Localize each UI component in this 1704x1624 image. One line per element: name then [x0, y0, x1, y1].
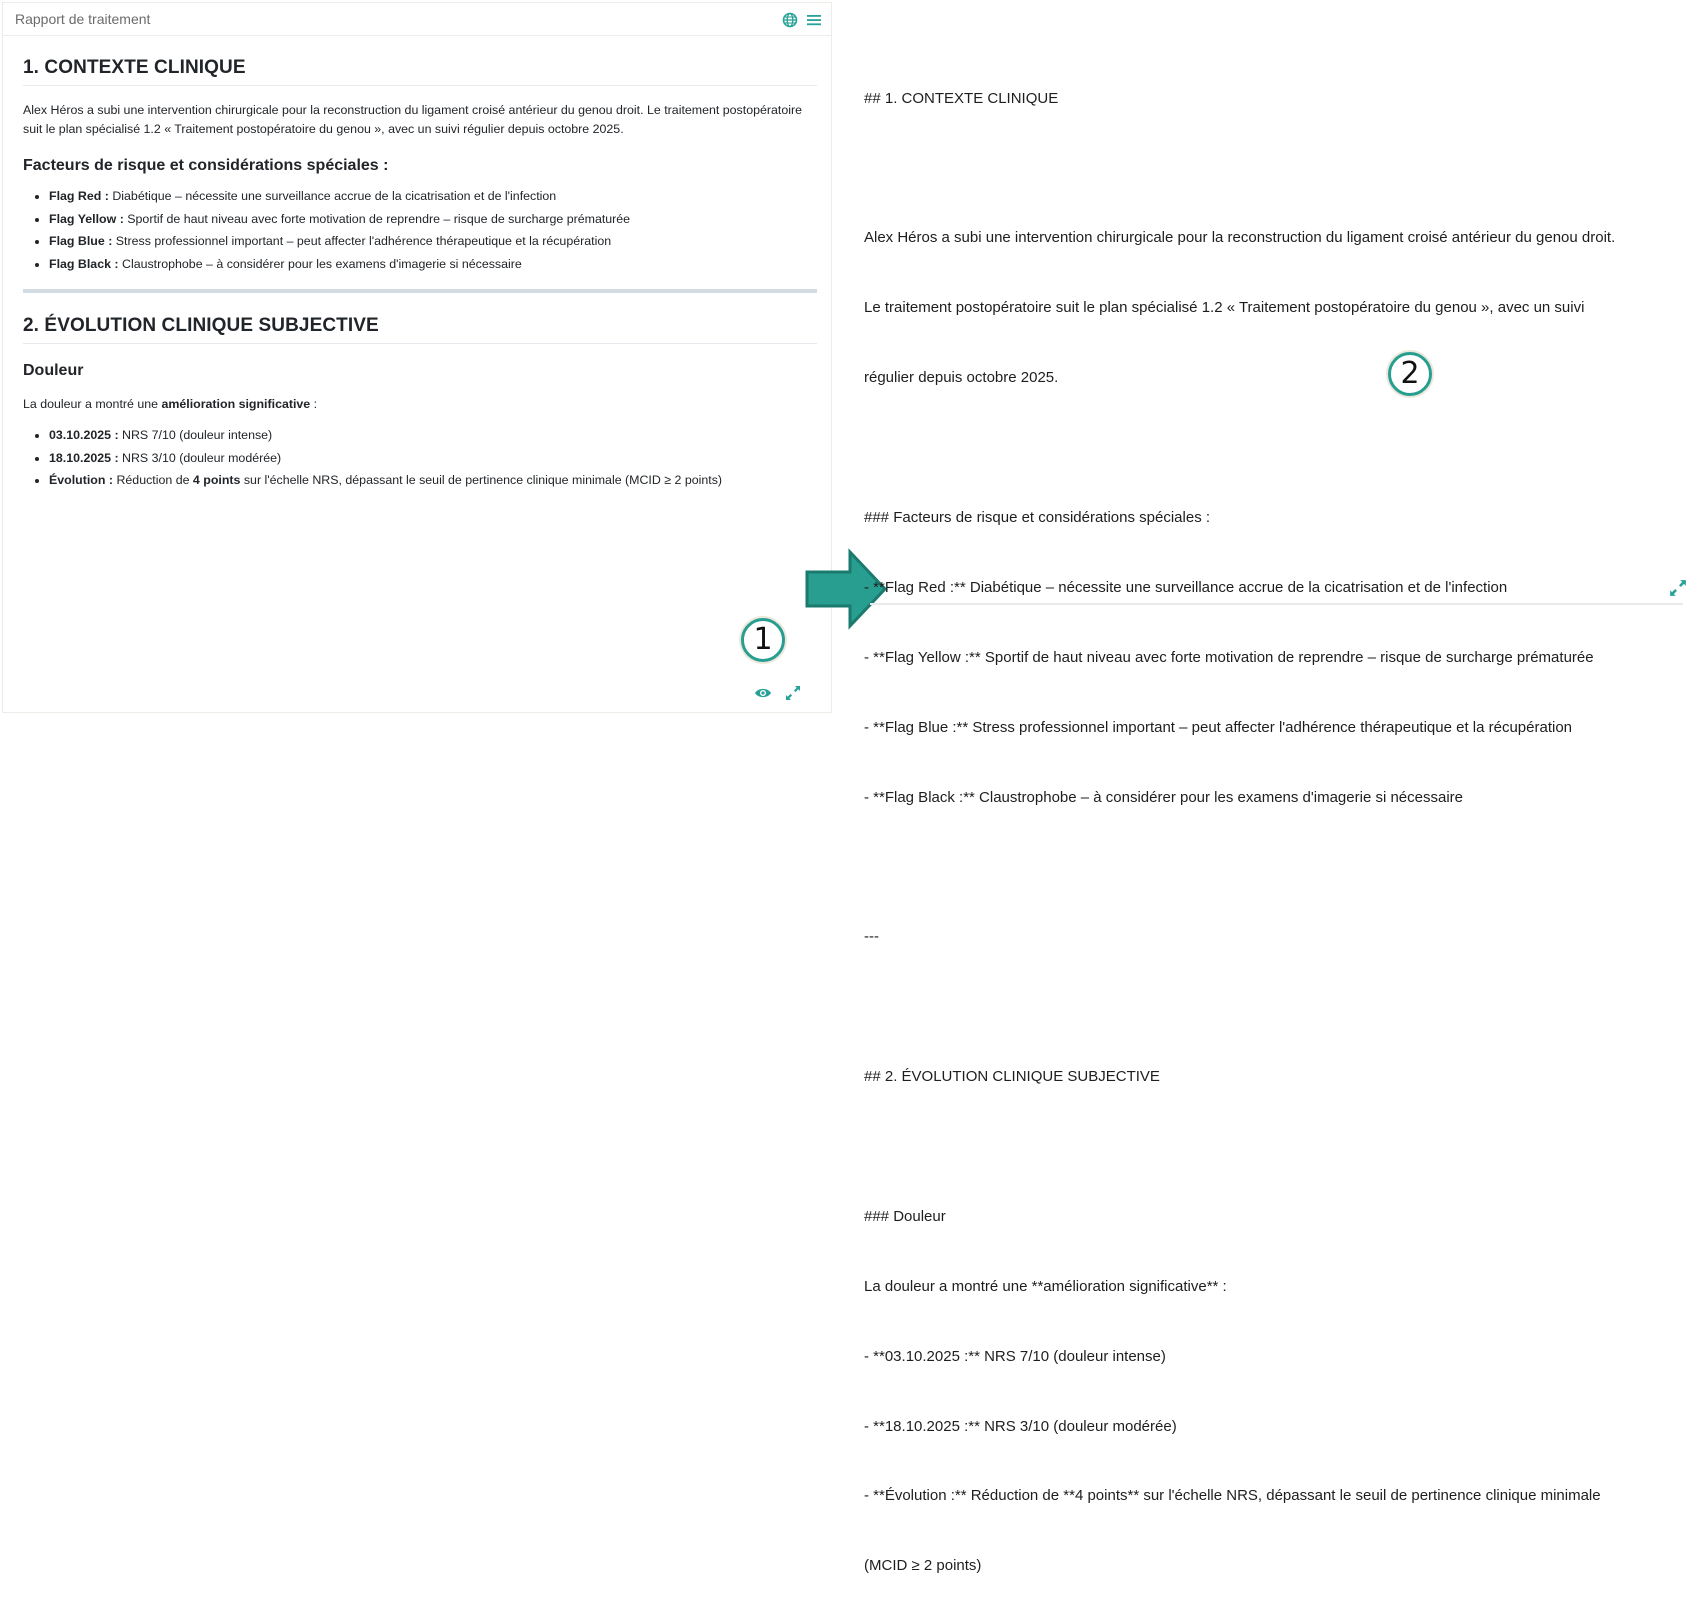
date-label: 03.10.2025 :	[49, 428, 119, 442]
flag-label: Flag Red :	[49, 189, 109, 203]
md-line: - **Évolution :** Réduction de **4 points** sur l'échelle NRS, dépassant le seuil de pertinence clinique minimale	[864, 1487, 1601, 1505]
list-item	[49, 208, 817, 231]
md-line: ---	[864, 928, 879, 946]
flag-text: Sportif de haut niveau avec forte motivation de reprendre – risque de surcharge prématurée	[123, 211, 631, 226]
md-line: ## 2. ÉVOLUTION CLINIQUE SUBJECTIVE	[864, 1068, 1160, 1086]
flag-text: Diabétique – nécessite une surveillance accrue de la cicatrisation et de l'infection	[108, 189, 557, 203]
list-item	[49, 185, 817, 208]
item-bold: 4 points	[192, 473, 241, 487]
item-text: NRS 3/10 (douleur modérée)	[118, 450, 282, 465]
rendered-report-panel	[2, 2, 832, 713]
flag-text: Stress professionnel important – peut affecter l'adhérence thérapeutique et la récupération	[112, 234, 612, 248]
md-line: - **Flag Blue :** Stress professionnel important – peut affecter l'adhérence thérapeutique et la récupération	[864, 718, 1573, 736]
risk-factors-list	[23, 185, 817, 275]
md-line: Le traitement postopératoire suit le plan spécialisé 1.2 « Traitement postopératoire du genou », avec un suivi	[864, 299, 1585, 317]
risk-factors-heading: Facteurs de risque et considérations spéciales :	[23, 157, 389, 174]
intro-text: La douleur a montré une	[23, 397, 162, 411]
list-item	[49, 469, 817, 492]
intro-bold: amélioration significative	[161, 397, 311, 411]
expand-icon[interactable]	[785, 685, 801, 706]
date-label: 18.10.2025 :	[49, 450, 119, 465]
md-line: - **18.10.2025 :** NRS 3/10 (douleur modérée)	[864, 1417, 1177, 1435]
flag-label: Flag Yellow :	[49, 211, 124, 226]
md-line: - **Flag Red :** Diabétique – nécessite une surveillance accrue de la cicatrisation et de l'infection	[864, 578, 1508, 596]
md-line: - **Flag Black :** Claustrophobe – à considérer pour les examens d'imagerie si nécessaire	[864, 788, 1463, 806]
md-line: - **03.10.2025 :** NRS 7/10 (douleur intense)	[864, 1347, 1166, 1365]
list-item	[49, 424, 817, 447]
md-line: - **Flag Yellow :** Sportif de haut niveau avec forte motivation de reprendre – risque de surcharge prématurée	[864, 648, 1594, 666]
expand-icon[interactable]	[1669, 579, 1687, 602]
md-line	[864, 995, 1684, 1018]
callout-1: 1	[741, 618, 785, 662]
markdown-source-panel[interactable]	[864, 40, 1684, 1624]
flag-text: Claustrophobe – à considérer pour les examens d'imagerie si nécessaire	[118, 256, 522, 271]
section-title-contexte: 1. CONTEXTE CLINIQUE	[23, 36, 817, 86]
md-line: ### Douleur	[864, 1207, 946, 1225]
md-line: ## 1. CONTEXTE CLINIQUE	[864, 89, 1059, 107]
item-text: sur l'échelle NRS, dépassant le seuil de pertinence clinique minimale (MCID ≥ 2 points)	[240, 473, 723, 487]
md-line: La douleur a montré une **amélioration significative** :	[864, 1277, 1227, 1295]
flag-label: Flag Black :	[49, 256, 119, 271]
list-item	[49, 253, 817, 276]
md-line: (MCID ≥ 2 points)	[864, 1557, 982, 1575]
panel-header	[3, 3, 831, 36]
markdown-editor[interactable]	[864, 40, 1684, 1624]
md-line: ### Facteurs de risque et considérations spéciales :	[864, 508, 1211, 526]
callout-2: 2	[1388, 352, 1432, 396]
list-item	[49, 230, 817, 253]
list-item	[49, 447, 817, 470]
menu-icon[interactable]	[806, 12, 822, 28]
section-evolution	[23, 293, 817, 492]
context-paragraph: Alex Héros a subi une intervention chirurgicale pour la reconstruction du ligament croisé antérieur du genou droit. Le traitement postopératoire suit le plan spécialisé 1.2 « Traitement postopératoire du genou », avec un suivi régulier depuis octobre 2025.	[23, 103, 802, 136]
md-line	[864, 1135, 1684, 1158]
item-text: Réduction de	[113, 473, 193, 487]
editor-bottom-border	[870, 603, 1683, 605]
pain-list	[23, 424, 817, 492]
pain-heading: Douleur	[23, 362, 84, 379]
md-line	[864, 436, 1684, 459]
section-title-evolution: 2. ÉVOLUTION CLINIQUE SUBJECTIVE	[23, 293, 817, 344]
report-content	[23, 36, 817, 492]
pain-intro	[23, 395, 817, 414]
intro-text-end: :	[310, 397, 318, 411]
item-text: NRS 7/10 (douleur intense)	[118, 428, 273, 442]
panel-title: Rapport de traitement	[15, 11, 151, 27]
flag-label: Flag Blue :	[49, 234, 113, 248]
md-line: Alex Héros a subi une intervention chirurgicale pour la reconstruction du ligament croisé antérieur du genou droit.	[864, 229, 1616, 247]
eye-icon[interactable]	[754, 686, 772, 705]
md-line	[864, 855, 1684, 878]
globe-icon[interactable]	[782, 12, 798, 28]
md-line	[864, 156, 1684, 179]
evolution-label: Évolution :	[49, 473, 114, 487]
md-line: régulier depuis octobre 2025.	[864, 369, 1059, 387]
